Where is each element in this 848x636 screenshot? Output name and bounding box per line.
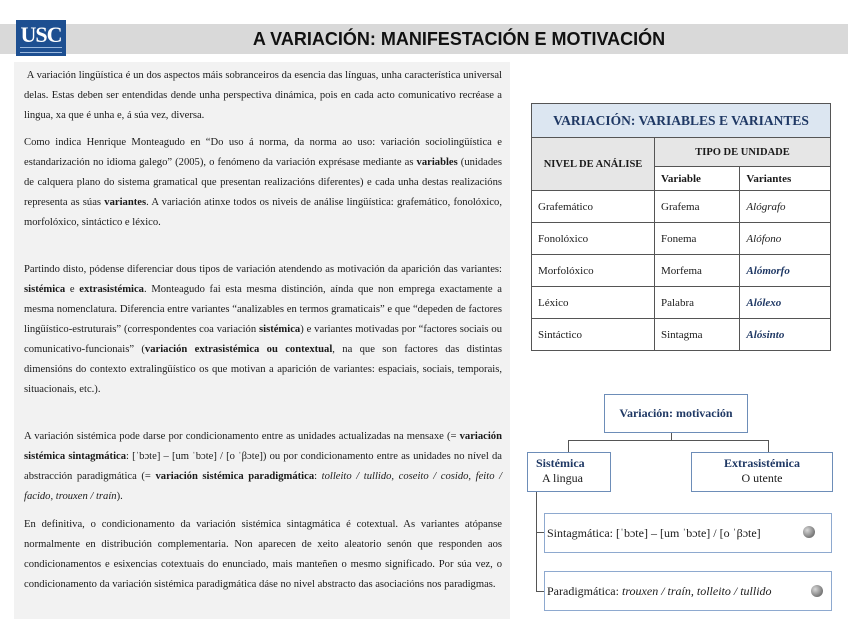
logo-text: USC (20, 22, 62, 47)
connector-synt (536, 532, 544, 533)
row-variable: Grafema (655, 191, 740, 223)
p4-text-a: A variación sistémica pode darse por condicionamento entre as unidades actualizadas na mensaxe (= (24, 431, 460, 442)
connector-horizontal (568, 440, 768, 441)
row-variable: Morfema (655, 255, 740, 287)
p3-text-c: e (65, 284, 80, 295)
p4-text-d: : (314, 471, 322, 482)
extrasistemica-box (691, 452, 833, 492)
row-level: Morfolóxico (532, 255, 655, 287)
table-title: VARIACIÓN: VARIABLES E VARIANTES (532, 104, 831, 138)
sintagmatica-label: Sintagmática: [ˈbɔte] – [um ˈbɔte] / [o ˈβɔte] (547, 526, 761, 540)
connector-root (671, 432, 672, 440)
term-sintagmatica: variación sistémica sintagmática (24, 431, 502, 462)
paragraph-1 (24, 66, 502, 126)
term-sistemica-2: sistémica (259, 324, 301, 335)
row-level: Sintáctico (532, 319, 655, 351)
table-row (532, 255, 831, 287)
table-row (532, 287, 831, 319)
row-variable: Palabra (655, 287, 740, 319)
row-variant: Alólexo (740, 287, 831, 319)
paragraph-4 (24, 427, 502, 507)
p4-text-c: : [ˈbɔte] – [um ˈbɔte] / [o ˈβɔte]) ou por condicionamento entre as unidades no nível da abstracción paradigmática (= (24, 451, 502, 482)
variation-table (531, 103, 831, 351)
p4-examples: tolleito / tullido, coseito / cosido, feito / facido, trouxen / traín (24, 471, 503, 502)
column-unit: TIPO DE UNIDADE (655, 138, 831, 167)
term-extrasistemica: extrasistémica (79, 284, 144, 295)
connector-right (768, 440, 769, 452)
p3-text-e: ) e variantes motivadas por “factores sociais ou comunicativo-funcionais” ( (24, 324, 503, 355)
row-variant: Alógrafo (740, 191, 831, 223)
sistemica-sub: A lingua (542, 471, 583, 485)
column-variants: Variantes (740, 167, 831, 191)
motivation-root-box (604, 394, 748, 433)
sistemica-title: Sistémica (536, 456, 585, 470)
paradigmatica-examples: trouxen / traín, tolleito / tullido (621, 584, 772, 598)
row-variable: Sintagma (655, 319, 740, 351)
p3-text-a: Partindo disto, pódense diferenciar dous tipos de variación atendendo as motivación da aparición das variantes: (24, 264, 502, 275)
column-variable: Variable (655, 167, 740, 191)
logo-stripes (20, 47, 62, 53)
p2-text-c: (unidades de calquera plano do sistema gramatical que presentan realizacións diferentes) e cada unha destas realizacións representa as súas (24, 157, 502, 208)
connector-left (568, 440, 569, 452)
p3-text-d: . Monteagudo fai esta mesma distinción, aínda que non emprega exactamente a mesma nomenclatura. Diferencia entre variantes “analizables en termos gramaticais” e que “depeden de factores lingüístico-estruturais” (correspondentes coa variación (24, 284, 502, 335)
table-row (532, 223, 831, 255)
extrasistemica-sub: O utente (741, 471, 783, 485)
term-paradigmatica: variación sistémica paradigmática (155, 471, 315, 482)
row-level: Grafemático (532, 191, 655, 223)
p2-text-d: . A variación atinxe todos os niveis de análise lingüística: grafemático, fonolóxico, morfolóxico, sintáctico e léxico. (24, 197, 502, 228)
row-variant: Alómorfo (740, 255, 831, 287)
root-label: Variación: motivación (619, 406, 733, 420)
table-header-row (532, 138, 831, 167)
table-row (532, 191, 831, 223)
paragraph-2 (24, 133, 502, 233)
university-logo (16, 20, 66, 56)
paradigmatica-box (544, 571, 832, 611)
bullet-icon (803, 526, 815, 538)
paragraph-1-text: A variación lingüística é un dos aspectos máis sobranceiros da esencia das línguas, unha característica universal delas. Estas deben ser entendidas dende unha perspectiva dinámica, pois en cada acto comunicativo recréase a lingua, xa que é unha e, á súa vez, diversa. (24, 70, 502, 121)
table-row (532, 319, 831, 351)
sistemica-box (527, 452, 611, 492)
paragraph-5: En definitiva, o condicionamento da variación sistémica sintagmática é cotextual. As variantes atópanse normalmente en distribución complementaria. Non aparecen de xeito aleatorio senón que responden aos condicionamentos e esixencias cotextuais do enunciado, mais manteñen o mesmo significado. Por súa vez, o condicionamento da variación sistémica paradigmática dáse no nivel abstracto das asociacións nos paradigmas. (24, 519, 502, 590)
sintagmatica-box (544, 513, 832, 553)
p4-text-e: ). (116, 491, 123, 502)
connector-para (536, 591, 544, 592)
term-extrasistemica-contextual: variación extrasistémica ou contextual (144, 344, 333, 355)
row-variable: Fonema (655, 223, 740, 255)
term-sistemica: sistémica (24, 284, 66, 295)
row-level: Léxico (532, 287, 655, 319)
extrasistemica-title: Extrasistémica (724, 456, 800, 470)
term-variables: variables (416, 157, 458, 168)
bullet-icon (811, 585, 823, 597)
p2-text-a: Como indica Henrique Monteagudo en “Do uso á norma, da norma ao uso: variación sociolingüística e estandarización no idioma galego” (2005), o fenómeno da variación exprésase mediante as (24, 137, 502, 168)
paradigmatica-label: Paradigmática: (547, 584, 622, 598)
table-title-row (532, 104, 831, 138)
row-level: Fonolóxico (532, 223, 655, 255)
row-variant: Alósinto (740, 319, 831, 351)
p3-text-f: , na que son factores das distintas dimensións do contexto extralingüístico os que motivan a aparición de variantes: espaciais, sociais, temporais, situacionais, etc.). (24, 344, 502, 395)
connector-branch (536, 491, 537, 591)
row-variant: Alófono (740, 223, 831, 255)
page-title: A VARIACIÓN: MANIFESTACIÓN E MOTIVACIÓN (252, 29, 666, 49)
term-variantes: variantes (104, 197, 147, 208)
paragraph-3 (24, 260, 502, 400)
column-level: NIVEL DE ANÁLISE (532, 138, 655, 191)
